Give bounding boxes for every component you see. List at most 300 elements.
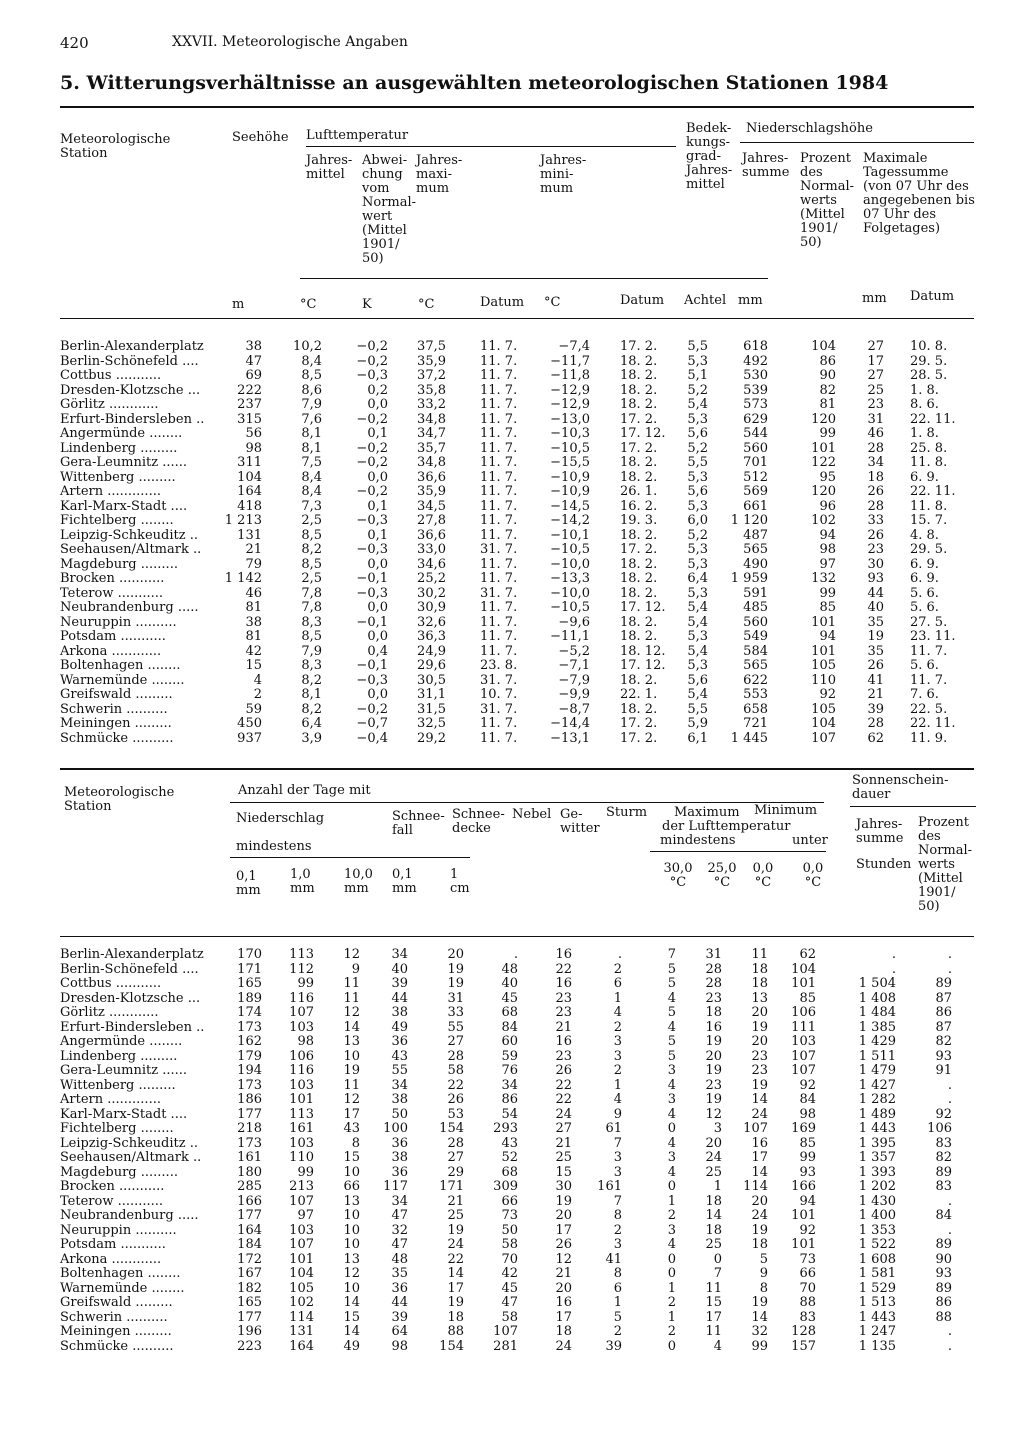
- t1-cell-abweichung: 0,1: [367, 498, 388, 514]
- t1-unit-minimum: °C: [544, 295, 561, 310]
- t2-cell-sonne-prozent: .: [947, 947, 952, 962]
- t2-cell-n01: 165: [237, 976, 262, 991]
- t1-cell-abweichung: −0,2: [356, 353, 388, 369]
- t1-cell-max-datum: 11. 7.: [480, 484, 518, 499]
- t2-cell-n01: 173: [237, 1019, 262, 1035]
- t1-cell-prozent: 105: [811, 701, 836, 717]
- t1-cell-tagessumme: 39: [867, 701, 884, 717]
- t1-station-name: Gera-Leumnitz ......: [60, 455, 187, 470]
- t1-cell-tag-datum: 15. 7.: [910, 513, 948, 528]
- t2-cell-sonne-summe: 1 489: [858, 1106, 896, 1122]
- t1-row: [0, 674, 1024, 687]
- t2-cell-max30: 5: [667, 1034, 676, 1049]
- t2-cell-nebel: 54: [501, 1106, 518, 1122]
- t1-cell-bedeckung: 5,6: [687, 426, 708, 441]
- t1-cell-minimum: −10,0: [550, 585, 590, 601]
- t2-cell-n10: 161: [289, 1121, 314, 1136]
- t1-cell-abweichung: 0,1: [367, 426, 388, 441]
- t1-cell-abweichung: −0,1: [356, 614, 388, 630]
- t1-cell-tagessumme: 17: [867, 353, 884, 369]
- t1-cell-max-datum: 11. 7.: [480, 498, 518, 514]
- t1-cell-tag-datum: 27. 5.: [910, 614, 948, 630]
- t2-header-schneefall: Schnee- fall: [392, 809, 445, 838]
- t2-cell-max0: 18: [751, 1237, 768, 1252]
- t1-cell-seehoehe: 42: [245, 643, 262, 659]
- t2-cell-sturm: 2: [613, 1324, 622, 1339]
- t1-cell-tagessumme: 33: [867, 513, 884, 528]
- t1-cell-min-datum: 17. 12.: [620, 658, 666, 673]
- t2-cell-schneedecke: 53: [447, 1106, 464, 1122]
- t1-cell-tagessumme: 19: [867, 629, 884, 644]
- t2-row: [0, 992, 1024, 1005]
- t2-cell-gewitter: 22: [555, 961, 572, 977]
- t2-cell-schneefall: 98: [391, 1338, 408, 1354]
- t1-row: [0, 355, 1024, 368]
- t1-cell-min-datum: 17. 2.: [620, 411, 658, 427]
- t2-cell-sonne-prozent: 89: [935, 1237, 952, 1252]
- t2-cell-sonne-prozent: .: [947, 1193, 952, 1209]
- t2-cell-n100: 13: [343, 1251, 360, 1267]
- t2-cell-n01: 223: [237, 1338, 262, 1354]
- t2-cell-sonne-prozent: .: [947, 961, 952, 977]
- t2-cell-schneedecke: 14: [447, 1266, 464, 1281]
- t1-cell-bedeckung: 5,3: [687, 469, 708, 485]
- t1-cell-maximum: 24,9: [417, 643, 446, 659]
- t2-cell-n100: 14: [343, 1019, 360, 1035]
- t1-row: [0, 587, 1024, 600]
- t2-threshold-10mm: 1,0 mm: [290, 867, 315, 896]
- t1-cell-tag-datum: 23. 11.: [910, 629, 956, 644]
- t2-cell-schneedecke: 19: [447, 961, 464, 977]
- t1-unit-achtel: Achtel: [684, 293, 727, 308]
- t1-unit-jahresmittel: °C: [300, 297, 317, 312]
- t2-cell-max25: 28: [705, 961, 722, 977]
- t2-cell-sonne-prozent: 87: [935, 990, 952, 1006]
- t1-cell-seehoehe: 56: [245, 426, 262, 441]
- t1-row: [0, 572, 1024, 585]
- t1-cell-tag-datum: 5. 6.: [910, 600, 939, 615]
- t1-cell-maximum: 29,6: [417, 658, 446, 673]
- t2-cell-nebel: 45: [501, 1280, 518, 1296]
- t2-cell-nebel: 281: [493, 1338, 518, 1354]
- t2-cell-n10: 98: [297, 1034, 314, 1049]
- t1-cell-min-datum: 18. 2.: [620, 455, 658, 470]
- t1-cell-seehoehe: 237: [237, 397, 262, 412]
- t2-cell-n10: 213: [289, 1179, 314, 1194]
- t1-cell-min-datum: 18. 2.: [620, 585, 658, 601]
- t1-cell-min-datum: 18. 2.: [620, 629, 658, 644]
- t2-cell-gewitter: 21: [555, 1266, 572, 1281]
- t1-cell-jahressumme: 629: [743, 411, 768, 427]
- t1-cell-bedeckung: 5,3: [687, 498, 708, 514]
- t2-station-name: Fichtelberg ........: [60, 1121, 174, 1136]
- t2-cell-max30: 0: [667, 1338, 676, 1354]
- t1-station-name: Seehausen/Altmark ..: [60, 542, 202, 557]
- t2-cell-gewitter: 30: [555, 1179, 572, 1194]
- t1-cell-abweichung: −0,4: [356, 730, 388, 746]
- t1-cell-seehoehe: 311: [237, 455, 262, 470]
- t2-header-mindestens-2: mindestens: [660, 833, 736, 848]
- t2-cell-n10: 103: [289, 1077, 314, 1093]
- t1-station-name: Neuruppin ..........: [60, 614, 177, 630]
- t2-cell-sturm: 4: [613, 1005, 622, 1020]
- t2-cell-sturm: 3: [613, 1150, 622, 1165]
- t2-station-name: Cottbus ...........: [60, 976, 162, 991]
- t1-cell-minimum: −14,5: [550, 498, 590, 514]
- t2-cell-max30: 2: [667, 1295, 676, 1310]
- t1-cell-jahresmittel: 8,1: [301, 687, 322, 702]
- t1-header-niederschlagshoehe: Niederschlagshöhe: [746, 121, 873, 136]
- t2-cell-n01: 184: [237, 1237, 262, 1252]
- t2-cell-n01: 189: [237, 990, 262, 1006]
- t1-header-jahresminimum: Jahres- mini- mum: [540, 153, 587, 196]
- t2-cell-schneedecke: 88: [447, 1324, 464, 1339]
- t2-row: [0, 1166, 1024, 1179]
- t2-cell-max0: 14: [751, 1309, 768, 1325]
- t1-cell-tagessumme: 18: [867, 469, 884, 485]
- t1-cell-max-datum: 11. 7.: [480, 382, 518, 398]
- t1-cell-bedeckung: 5,2: [687, 527, 708, 543]
- t2-cell-gewitter: 26: [555, 1063, 572, 1078]
- t1-cell-tagessumme: 46: [867, 426, 884, 441]
- t1-cell-minimum: −7,9: [558, 672, 590, 688]
- t1-cell-jahressumme: 1 959: [730, 571, 768, 586]
- t2-header-nebel: Nebel: [512, 807, 552, 822]
- t2-cell-n10: 131: [289, 1324, 314, 1339]
- t1-cell-jahressumme: 584: [743, 643, 768, 659]
- t1-station-name: Karl-Marx-Stadt ....: [60, 498, 188, 514]
- t2-cell-max30: 1: [667, 1193, 676, 1209]
- t2-threshold-snow01mm: 0,1 mm: [392, 867, 417, 896]
- t1-cell-min-datum: 18. 2.: [620, 614, 658, 630]
- t2-cell-n10: 116: [289, 1063, 314, 1078]
- t1-cell-seehoehe: 418: [237, 498, 262, 514]
- t1-cell-minimum: −15,5: [550, 455, 590, 470]
- t2-cell-max25: 3: [713, 1121, 722, 1136]
- t1-cell-prozent: 120: [811, 411, 836, 427]
- t2-station-name: Magdeburg .........: [60, 1164, 178, 1180]
- t2-cell-nebel: .: [513, 947, 518, 962]
- t2-cell-gewitter: 22: [555, 1077, 572, 1093]
- t1-cell-maximum: 36,6: [417, 527, 446, 543]
- t2-station-name: Teterow ...........: [60, 1193, 164, 1209]
- t1-row: [0, 616, 1024, 629]
- t1-cell-abweichung: −0,2: [356, 484, 388, 499]
- t1-cell-max-datum: 11. 7.: [480, 397, 518, 412]
- t1-cell-prozent: 120: [811, 484, 836, 499]
- t2-cell-max25: 18: [705, 1222, 722, 1238]
- t2-cell-n100: 43: [343, 1121, 360, 1136]
- t1-cell-jahresmittel: 8,5: [301, 368, 322, 383]
- t1-cell-tagessumme: 41: [867, 672, 884, 688]
- t2-cell-n100: 14: [343, 1295, 360, 1310]
- t1-station-name: Artern .............: [60, 484, 161, 499]
- t2-cell-schneedecke: 28: [447, 1048, 464, 1064]
- t2-cell-schneedecke: 22: [447, 1251, 464, 1267]
- t2-cell-sturm: 1: [613, 1295, 622, 1310]
- t2-cell-min0: 88: [799, 1295, 816, 1310]
- t2-cell-max0: 20: [751, 1034, 768, 1049]
- t2-cell-sturm: 2: [613, 1222, 622, 1238]
- t2-cell-gewitter: 23: [555, 1005, 572, 1020]
- t1-row: [0, 529, 1024, 542]
- t2-cell-n100: 10: [343, 1222, 360, 1238]
- t2-cell-min0: 62: [799, 947, 816, 962]
- t1-cell-max-datum: 11. 7.: [480, 556, 518, 572]
- t2-cell-gewitter: 24: [555, 1338, 572, 1354]
- t2-cell-sonne-prozent: 86: [935, 1295, 952, 1310]
- t2-row: [0, 1151, 1024, 1164]
- t1-cell-tag-datum: 22. 11.: [910, 411, 956, 427]
- t2-cell-max30: 4: [667, 1237, 676, 1252]
- t2-cell-nebel: 52: [501, 1150, 518, 1165]
- t1-header-jahresmittel: Jahres- mittel: [306, 153, 353, 182]
- t1-cell-tag-datum: 22. 11.: [910, 484, 956, 499]
- t1-cell-tag-datum: 5. 6.: [910, 658, 939, 673]
- t2-cell-n10: 101: [289, 1251, 314, 1267]
- t2-cell-sonne-summe: 1 484: [858, 1005, 896, 1020]
- t1-cell-tag-datum: 1. 8.: [910, 426, 939, 441]
- t1-cell-bedeckung: 5,2: [687, 382, 708, 398]
- t1-cell-jahresmittel: 7,9: [301, 397, 322, 412]
- t1-cell-maximum: 32,5: [417, 716, 446, 731]
- t2-header-mindestens-1: mindestens: [236, 839, 312, 854]
- t2-cell-sonne-prozent: 82: [935, 1150, 952, 1165]
- t1-unit-tagessumme: mm: [862, 291, 887, 306]
- t1-cell-tagessumme: 40: [867, 600, 884, 615]
- t1-cell-min-datum: 18. 2.: [620, 571, 658, 586]
- t2-cell-max25: 11: [705, 1324, 722, 1339]
- t1-header-prozent: Prozent des Normal- werts (Mittel 1901/ 50): [800, 151, 855, 250]
- t2-cell-gewitter: 23: [555, 1048, 572, 1064]
- t2-row: [0, 948, 1024, 961]
- t2-row: [0, 1180, 1024, 1193]
- t1-cell-tagessumme: 31: [867, 411, 884, 427]
- t1-header-bedeckungsgrad: Bedek- kungs- grad- Jahres- mittel: [686, 121, 733, 192]
- t2-cell-sonne-prozent: 91: [935, 1063, 952, 1078]
- t2-cell-n01: 164: [237, 1222, 262, 1238]
- t2-cell-sturm: 6: [613, 976, 622, 991]
- t2-cell-min0: 85: [799, 1135, 816, 1151]
- t2-cell-max0: 99: [751, 1338, 768, 1354]
- t1-row: [0, 645, 1024, 658]
- t1-cell-maximum: 30,5: [417, 672, 446, 688]
- t2-cell-max30: 4: [667, 990, 676, 1006]
- t2-cell-min0: 128: [791, 1324, 816, 1339]
- t2-cell-n100: 10: [343, 1208, 360, 1223]
- t2-cell-nebel: 293: [493, 1121, 518, 1136]
- t1-cell-bedeckung: 5,4: [687, 687, 708, 702]
- t1-cell-max-datum: 11. 7.: [480, 527, 518, 543]
- t1-cell-seehoehe: 21: [245, 542, 262, 557]
- t1-row: [0, 659, 1024, 672]
- t2-cell-n10: 113: [289, 1106, 314, 1122]
- t2-cell-gewitter: 15: [555, 1164, 572, 1180]
- t1-row: [0, 398, 1024, 411]
- t1-cell-min-datum: 18. 2.: [620, 469, 658, 485]
- t1-row: [0, 427, 1024, 440]
- t1-station-name: Warnemünde ........: [60, 672, 185, 688]
- t2-cell-schneedecke: 154: [439, 1338, 464, 1354]
- t1-header-bottom-rule: [60, 318, 974, 319]
- t1-cell-min-datum: 17. 12.: [620, 600, 666, 615]
- t2-cell-max30: 0: [667, 1266, 676, 1281]
- t2-cell-schneefall: 44: [391, 990, 408, 1006]
- t2-cell-max25: 24: [705, 1150, 722, 1165]
- t2-cell-schneefall: 34: [391, 1193, 408, 1209]
- t2-cell-max30: 0: [667, 1251, 676, 1267]
- t2-threshold-300c: 30,0 °C: [663, 861, 693, 890]
- t2-cell-schneefall: 34: [391, 1077, 408, 1093]
- t1-cell-tag-datum: 1. 8.: [910, 382, 939, 398]
- t1-cell-abweichung: 0,0: [367, 687, 388, 702]
- t2-cell-min0: 111: [791, 1019, 816, 1035]
- t1-cell-minimum: −13,0: [550, 411, 590, 427]
- t2-cell-sturm: 2: [613, 961, 622, 977]
- t1-cell-prozent: 95: [819, 469, 836, 485]
- t2-cell-sturm: 2: [613, 1063, 622, 1078]
- t2-cell-max0: 18: [751, 976, 768, 991]
- t2-cell-n100: 12: [343, 947, 360, 962]
- t1-station-name: Fichtelberg ........: [60, 513, 174, 528]
- t1-cell-abweichung: −0,2: [356, 701, 388, 717]
- t1-unit-tag-datum: Datum: [910, 289, 955, 304]
- t2-cell-gewitter: 16: [555, 976, 572, 991]
- t1-cell-bedeckung: 5,9: [687, 716, 708, 731]
- t2-cell-max25: 0: [713, 1251, 722, 1267]
- t2-cell-sonne-prozent: 87: [935, 1019, 952, 1035]
- t1-cell-prozent: 101: [811, 614, 836, 630]
- t1-cell-minimum: −10,5: [550, 542, 590, 557]
- t2-cell-sonne-summe: 1 529: [858, 1280, 896, 1296]
- t2-cell-max25: 23: [705, 990, 722, 1006]
- t2-cell-n100: 15: [343, 1309, 360, 1325]
- t1-cell-minimum: −10,5: [550, 600, 590, 615]
- t2-cell-max25: 19: [705, 1063, 722, 1078]
- t1-cell-tag-datum: 10. 8.: [910, 339, 948, 354]
- t1-cell-jahressumme: 560: [743, 440, 768, 456]
- t1-cell-min-datum: 18. 2.: [620, 353, 658, 369]
- t2-cell-schneefall: 47: [391, 1237, 408, 1252]
- t1-cell-seehoehe: 47: [245, 353, 262, 369]
- t2-cell-sonne-summe: 1 202: [858, 1179, 896, 1194]
- t2-cell-nebel: 47: [501, 1295, 518, 1310]
- t2-cell-max30: 5: [667, 1005, 676, 1020]
- t2-station-name: Schmücke ..........: [60, 1338, 174, 1354]
- t1-row: [0, 703, 1024, 716]
- t1-cell-jahresmittel: 8,2: [301, 701, 322, 717]
- t1-cell-prozent: 99: [819, 585, 836, 601]
- t2-header-stunden: Stunden: [856, 857, 912, 872]
- t1-cell-bedeckung: 5,5: [687, 701, 708, 717]
- t2-cell-nebel: 34: [501, 1077, 518, 1093]
- t2-row: [0, 1296, 1024, 1309]
- t2-cell-min0: 103: [791, 1034, 816, 1049]
- t1-lufttemp-rule: [306, 146, 676, 147]
- t2-cell-max30: 0: [667, 1179, 676, 1194]
- t2-cell-sturm: 161: [597, 1179, 622, 1194]
- t2-cell-max25: 28: [705, 976, 722, 991]
- t1-cell-maximum: 37,2: [417, 368, 446, 383]
- t2-cell-max0: 5: [759, 1251, 768, 1267]
- t2-cell-schneefall: 40: [391, 961, 408, 977]
- t2-header-minimum: Minimum: [754, 803, 818, 818]
- t2-cell-max0: 14: [751, 1164, 768, 1180]
- t1-cell-tag-datum: 7. 6.: [910, 687, 939, 702]
- t1-cell-prozent: 110: [811, 672, 836, 688]
- t1-cell-prozent: 102: [811, 513, 836, 528]
- t2-station-name: Artern .............: [60, 1092, 161, 1107]
- t2-cell-max30: 4: [667, 1077, 676, 1093]
- t2-cell-gewitter: 25: [555, 1150, 572, 1165]
- t2-station-name: Warnemünde ........: [60, 1280, 185, 1296]
- t2-cell-n01: 182: [237, 1280, 262, 1296]
- t2-cell-max25: 20: [705, 1135, 722, 1151]
- t1-cell-abweichung: −0,3: [356, 368, 388, 383]
- t2-station-name: Angermünde ........: [60, 1034, 183, 1049]
- t1-cell-jahresmittel: 10,2: [293, 339, 322, 354]
- t2-row: [0, 1064, 1024, 1077]
- t2-cell-n10: 116: [289, 990, 314, 1006]
- t2-cell-max25: 14: [705, 1208, 722, 1223]
- t2-header-gewitter: Ge- witter: [560, 807, 600, 836]
- t1-cell-bedeckung: 5,6: [687, 484, 708, 499]
- t2-cell-min0: 84: [799, 1092, 816, 1107]
- t1-cell-tagessumme: 23: [867, 542, 884, 557]
- t1-cell-maximum: 29,2: [417, 730, 446, 746]
- t1-cell-prozent: 104: [811, 716, 836, 731]
- t1-cell-jahresmittel: 2,5: [301, 513, 322, 528]
- t1-station-name: Potsdam ...........: [60, 629, 166, 644]
- t2-row: [0, 1224, 1024, 1237]
- t1-cell-tag-datum: 11. 7.: [910, 643, 948, 659]
- t2-cell-n01: 177: [237, 1309, 262, 1325]
- t2-cell-schneefall: 49: [391, 1019, 408, 1035]
- t2-sonnenschein-rule: [850, 806, 976, 807]
- t1-cell-maximum: 32,6: [417, 614, 446, 630]
- t2-cell-n10: 104: [289, 1266, 314, 1281]
- t2-cell-gewitter: 16: [555, 1034, 572, 1049]
- t2-row: [0, 1093, 1024, 1106]
- t1-cell-seehoehe: 450: [237, 716, 262, 731]
- t1-cell-min-datum: 17. 12.: [620, 426, 666, 441]
- t2-cell-schneefall: 117: [383, 1179, 408, 1194]
- t2-cell-n10: 103: [289, 1019, 314, 1035]
- t1-row: [0, 601, 1024, 614]
- t1-cell-min-datum: 16. 2.: [620, 498, 658, 514]
- t2-cell-max0: 16: [751, 1135, 768, 1151]
- t1-cell-seehoehe: 98: [245, 440, 262, 456]
- t2-cell-n10: 114: [289, 1309, 314, 1325]
- t2-cell-min0: 104: [791, 961, 816, 977]
- t2-cell-max30: 0: [667, 1121, 676, 1136]
- t2-cell-gewitter: 20: [555, 1208, 572, 1223]
- t2-cell-sturm: 5: [613, 1309, 622, 1325]
- t2-cell-sonne-prozent: .: [947, 1077, 952, 1093]
- t2-cell-max0: 9: [759, 1266, 768, 1281]
- t2-cell-n01: 172: [237, 1251, 262, 1267]
- t1-cell-prozent: 101: [811, 440, 836, 456]
- t2-cell-nebel: 60: [501, 1034, 518, 1049]
- t1-cell-abweichung: −0,2: [356, 339, 388, 354]
- t1-cell-bedeckung: 6,1: [687, 730, 708, 746]
- t2-cell-n10: 113: [289, 947, 314, 962]
- t2-cell-max30: 1: [667, 1309, 676, 1325]
- t1-cell-tagessumme: 26: [867, 658, 884, 673]
- t2-cell-n01: 186: [237, 1092, 262, 1107]
- t1-cell-maximum: 33,0: [417, 542, 446, 557]
- t2-cell-min0: 85: [799, 990, 816, 1006]
